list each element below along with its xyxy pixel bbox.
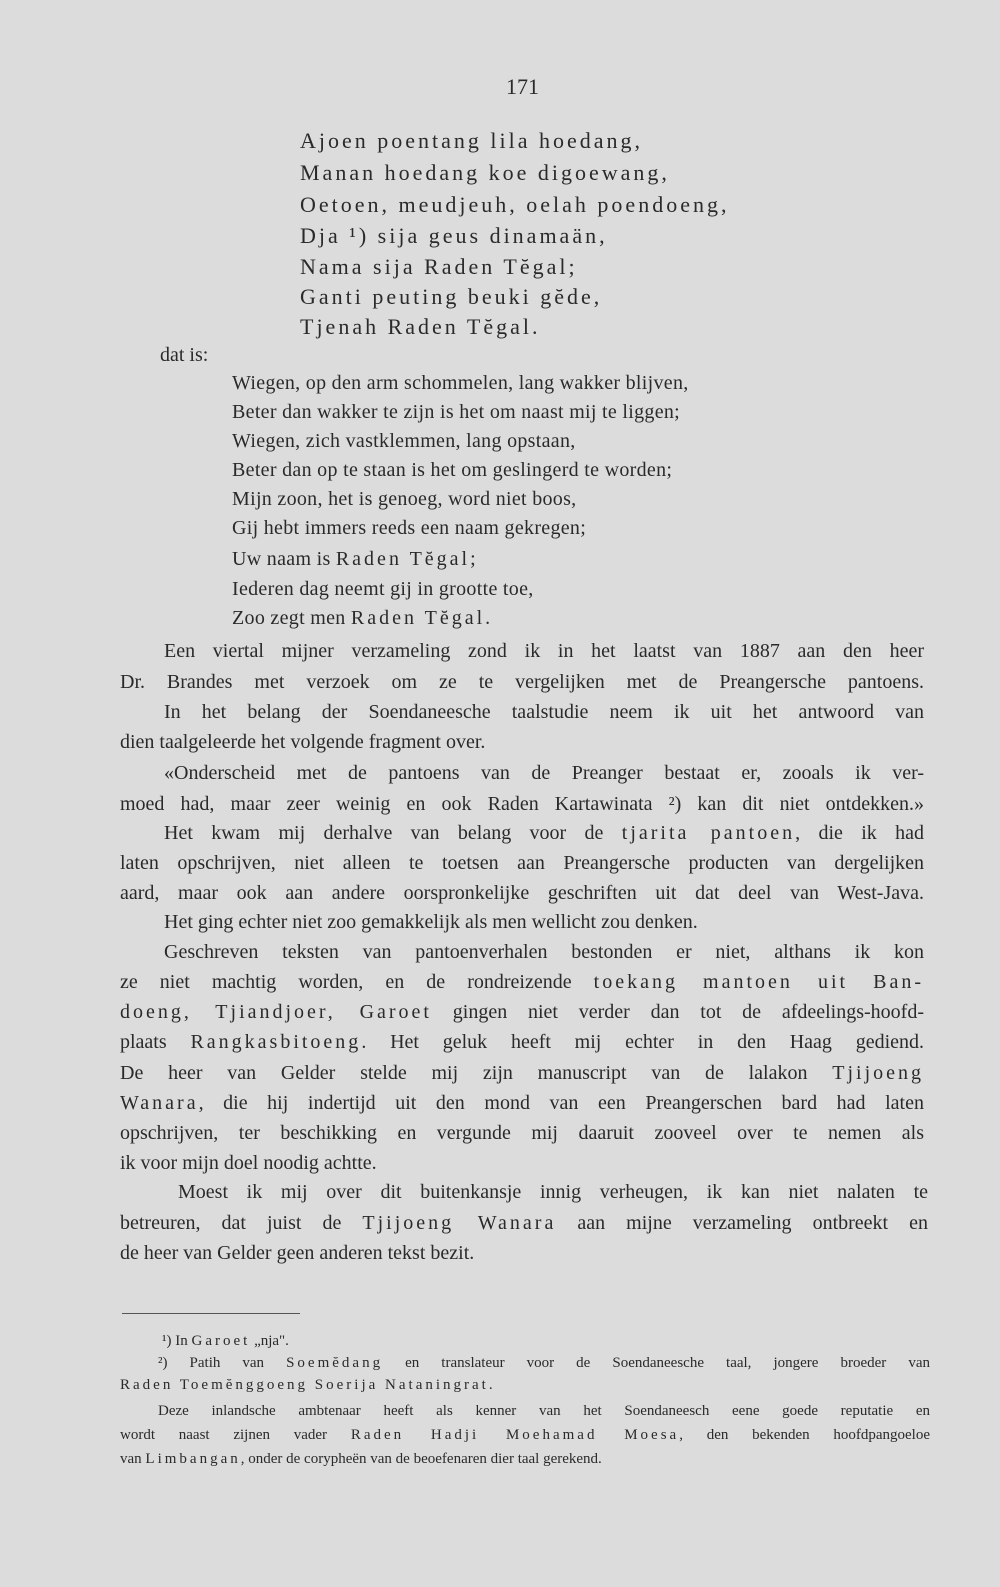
body-line bbox=[120, 971, 924, 994]
line-text: Het kwam mij derhalve van belang voor de bbox=[164, 822, 622, 844]
translation-line: Gij hebt immers reeds een naam gekregen; bbox=[232, 517, 587, 539]
footnote-line bbox=[158, 1403, 930, 1420]
page-number: 171 bbox=[506, 74, 539, 99]
translation-line: Wiegen, zich vastklemmen, lang opstaan, bbox=[232, 430, 576, 452]
translation-line: Iederen dag neemt gij in grootte toe, bbox=[232, 578, 534, 600]
poem-line: Manan hoedang koe digoewang, bbox=[300, 160, 670, 185]
line-text: , die hij indertijd uit den mond van een Preangerschen bard had laten bbox=[198, 1092, 924, 1114]
line-text: plaats bbox=[120, 1031, 191, 1053]
line-text: betreuren, dat juist de bbox=[120, 1212, 363, 1234]
spaced-name: Raden Tĕgal bbox=[335, 548, 471, 570]
line-text: ; bbox=[470, 548, 476, 570]
line-text: . bbox=[488, 1377, 493, 1393]
poem-line: Oetoen, meudjeuh, oelah poendoeng, bbox=[300, 192, 730, 217]
body-line: de heer van Gelder geen anderen tekst bezit. bbox=[120, 1242, 475, 1264]
body-line: laten opschrijven, niet alleen te toetsen aan Preangersche producten van dergelijken bbox=[120, 852, 924, 874]
translation-line: Beter dan wakker te zijn is het om naast mij te liggen; bbox=[232, 401, 681, 423]
body-line: Dr. Brandes met verzoek om ze te vergelijken met de Preangersche pantoens. bbox=[120, 671, 924, 693]
body-line: aard, maar ook aan andere oorspronkelijke geschriften uit dat deel van West-Java. bbox=[120, 882, 924, 904]
body-line: opschrijven, ter beschikking en vergunde mij daaruit zooveel over te nemen als bbox=[120, 1122, 924, 1144]
line-text: wordt naast zijnen vader bbox=[120, 1427, 351, 1443]
line-text: gingen niet verder dan tot de afdeelings-hoofd- bbox=[432, 1001, 924, 1023]
body-line bbox=[120, 1031, 924, 1054]
spaced-name: Raden Hadji Moehamad Moesa bbox=[350, 1427, 680, 1443]
body-line: «Onderscheid met de pantoens van de Preanger bestaat er, zooals ik ver- bbox=[164, 762, 924, 784]
spaced-name: Soemĕdang bbox=[286, 1355, 384, 1371]
translation-line bbox=[232, 548, 476, 571]
footnote-line bbox=[120, 1451, 602, 1468]
line-text: Uw naam is bbox=[232, 548, 336, 570]
spaced-name: Garoet bbox=[191, 1333, 251, 1349]
body-line: Geschreven teksten van pantoenverhalen bestonden er niet, althans ik kon bbox=[164, 941, 924, 963]
line-text: . Het geluk heeft mij echter in den Haag gediend. bbox=[361, 1031, 924, 1053]
translation-line: Mijn zoon, het is genoeg, word niet boos, bbox=[232, 488, 577, 510]
footnote-line bbox=[120, 1427, 930, 1444]
spaced-name: tjarita pantoen bbox=[621, 822, 796, 844]
line-text: en translateur voor de Soendaneesche taal, jongere broeder van bbox=[383, 1355, 930, 1371]
line-text: van bbox=[120, 1451, 146, 1467]
footnote-line bbox=[158, 1355, 930, 1372]
line-text: „nja". bbox=[250, 1333, 289, 1349]
line-text: De heer van Gelder stelde mij zijn manuscript van de lalakon bbox=[120, 1062, 833, 1084]
spaced-name: Raden Tĕgal bbox=[350, 607, 486, 629]
line-text: Zoo zegt men bbox=[232, 607, 351, 629]
line-text: , den bekenden hoofdpangoeloe bbox=[679, 1427, 930, 1443]
translation-line: Beter dan op te staan is het om geslingerd te worden; bbox=[232, 459, 673, 481]
spaced-name: Rangkasbitoeng bbox=[190, 1031, 362, 1053]
body-line bbox=[120, 1092, 924, 1115]
body-line: Een viertal mijner verzameling zond ik in het laatst van 1887 aan den heer bbox=[164, 640, 924, 662]
body-line: Het ging echter niet zoo gemakkelijk als men wellicht zou denken. bbox=[164, 911, 698, 933]
body-line: In het belang der Soendaneesche taalstudie neem ik uit het antwoord van bbox=[164, 701, 924, 723]
poem-line: Dja ¹) sija geus dinamaän, bbox=[300, 223, 608, 248]
line-text: uit Ban- bbox=[792, 971, 924, 993]
poem-line: Ajoen poentang lila hoedang, bbox=[300, 128, 644, 153]
line-text: , onder de corypheën van de beoefenaren dier taal gerekend. bbox=[240, 1451, 602, 1467]
spaced-name: doeng, Tjiandjoer, Garoet bbox=[120, 1001, 432, 1023]
spaced-name: Limbangan bbox=[145, 1451, 241, 1467]
body-line: dien taalgeleerde het volgende fragment over. bbox=[120, 731, 486, 753]
line-text: ¹) In bbox=[162, 1333, 192, 1349]
spaced-name: Wanara bbox=[120, 1092, 199, 1114]
poem-line: Ganti peuting beuki gĕde, bbox=[300, 284, 603, 309]
poem-line: Tjenah Raden Tĕgal. bbox=[300, 314, 541, 339]
body-line: ik voor mijn doel noodig achtte. bbox=[120, 1152, 377, 1174]
spaced-name: Tjijoeng bbox=[832, 1062, 924, 1084]
body-line bbox=[120, 1212, 928, 1235]
spaced-name: Tjijoeng Wanara bbox=[362, 1212, 557, 1234]
footnote-line bbox=[162, 1333, 289, 1350]
line-text: ze niet machtig worden, en de rondreizende bbox=[120, 971, 594, 993]
footnote-line bbox=[120, 1377, 493, 1394]
body-line: moed had, maar zeer weinig en ook Raden Kartawinata ²) kan dit niet ontdekken.» bbox=[120, 793, 924, 815]
body-line bbox=[164, 822, 924, 845]
body-line: Moest ik mij over dit buitenkansje innig verheugen, ik kan niet nalaten te bbox=[178, 1181, 928, 1203]
body-line bbox=[120, 1001, 924, 1024]
translation-intro: dat is: bbox=[160, 344, 209, 366]
footnote-rule bbox=[122, 1313, 300, 1314]
line-text: , die ik had bbox=[795, 822, 925, 844]
line-text: ²) Patih van bbox=[158, 1355, 287, 1371]
spaced-name: Raden Toemĕnggoeng Soerija Nataningrat bbox=[120, 1377, 489, 1393]
line-text: . bbox=[485, 607, 491, 629]
translation-line: Wiegen, op den arm schommelen, lang wakker blijven, bbox=[232, 372, 689, 394]
body-line bbox=[120, 1062, 924, 1085]
translation-line bbox=[232, 607, 490, 630]
spaced-name: toekang mantoen bbox=[593, 971, 793, 993]
poem-line: Nama sija Raden Tĕgal; bbox=[300, 254, 578, 279]
line-text: aan mijne verzameling ontbreekt en bbox=[556, 1212, 929, 1234]
line-text: Deze inlandsche ambtenaar heeft als kenner van het Soendaneesch eene goede reputatie en bbox=[158, 1403, 930, 1419]
